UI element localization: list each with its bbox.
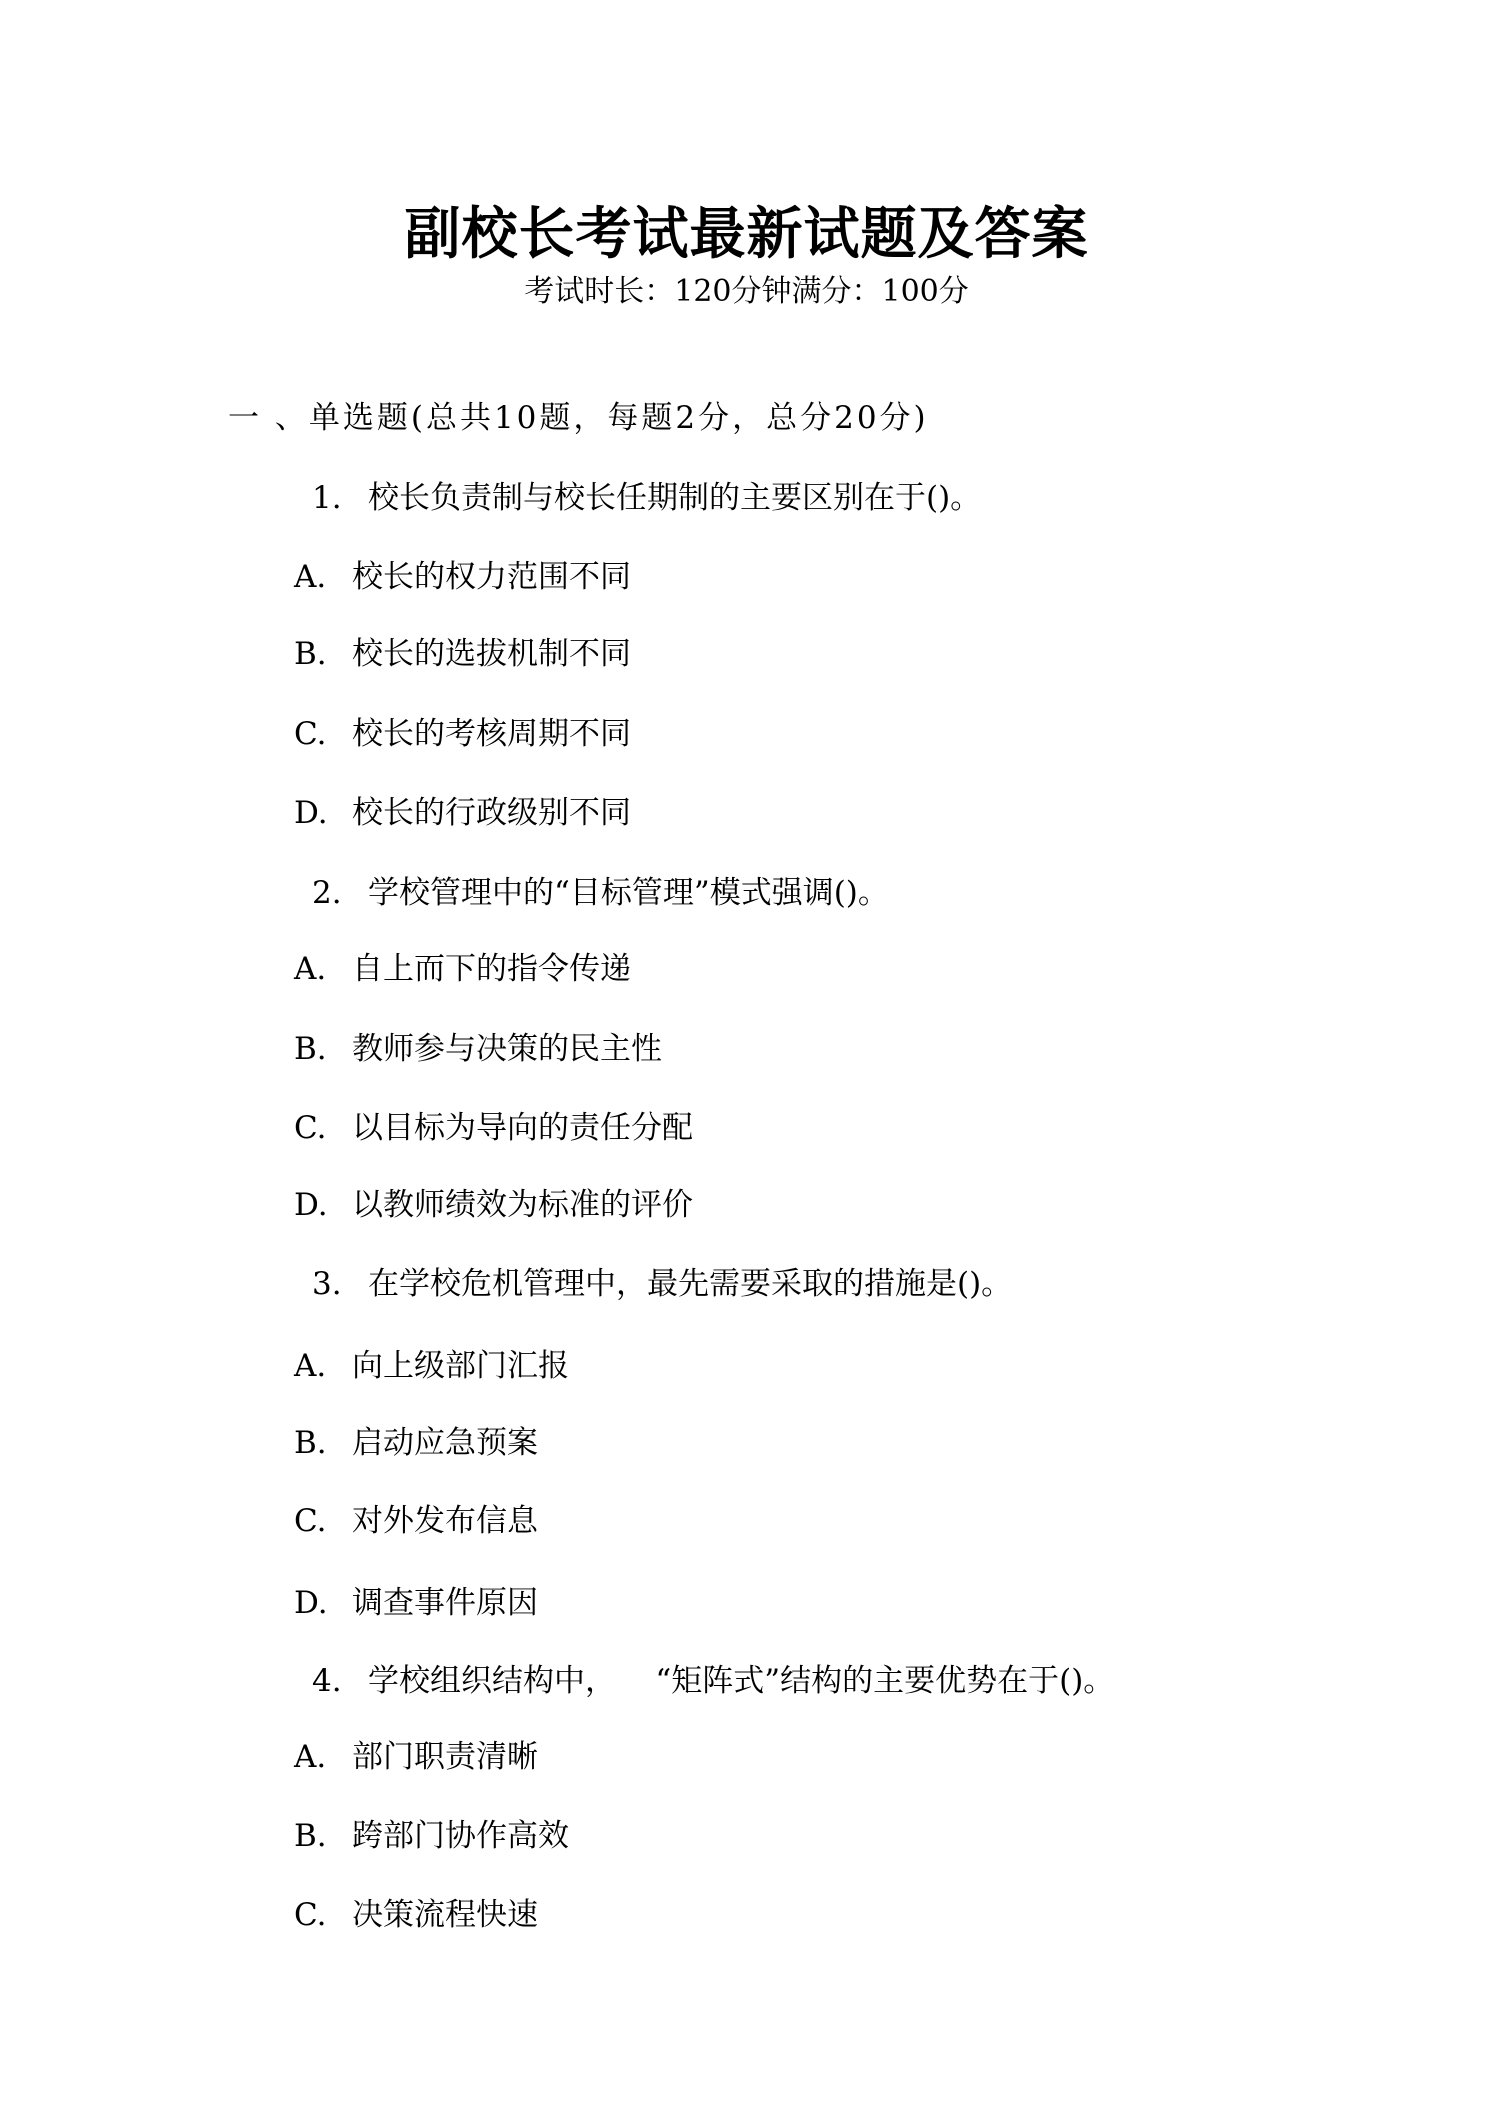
option-text: 启动应急预案 (352, 1425, 538, 1461)
option (294, 1737, 538, 1777)
option-label: C. (294, 1503, 327, 1539)
option-label: A. (294, 1348, 327, 1384)
option (294, 1346, 569, 1386)
option (294, 1501, 538, 1541)
question-text: 校长负责制与校长任期制的主要区别在于()。 (368, 480, 982, 516)
option-text: 教师参与决策的民主性 (352, 1031, 662, 1067)
option-text: 校长的行政级别不同 (352, 795, 631, 831)
option-text: 决策流程快速 (352, 1897, 538, 1933)
option-text: 自上而下的指令传递 (352, 951, 631, 987)
question-1 (312, 478, 981, 518)
option-label: B. (294, 1031, 327, 1067)
option (294, 1108, 693, 1148)
question-number: 4. (312, 1663, 342, 1699)
question-text: 学校组织结构中， “矩阵式”结构的主要优势在于()。 (368, 1663, 1115, 1699)
option-label: C. (294, 716, 327, 752)
option-label: A. (294, 1739, 327, 1775)
option-label: B. (294, 1818, 327, 1854)
option-text: 校长的考核周期不同 (352, 716, 631, 752)
question-3 (312, 1264, 1012, 1304)
exam-info: 考试时长：120分钟满分：100分 (524, 274, 969, 309)
option-label: D. (294, 1585, 328, 1621)
option (294, 557, 631, 597)
question-text: 在学校危机管理中，最先需要采取的措施是()。 (368, 1266, 1013, 1302)
option (294, 1816, 569, 1856)
question-2 (312, 873, 889, 913)
question-text: 学校管理中的“目标管理”模式强调()。 (368, 875, 889, 911)
option (294, 1185, 693, 1225)
option-label: A. (294, 559, 327, 595)
option-text: 以目标为导向的责任分配 (352, 1110, 693, 1146)
document-title: 副校长考试最新试题及答案 (404, 202, 1089, 267)
option-label: D. (294, 795, 328, 831)
option-text: 跨部门协作高效 (352, 1818, 569, 1854)
option (294, 1423, 538, 1463)
question-number: 1. (312, 480, 342, 516)
option-label: D. (294, 1187, 328, 1223)
option (294, 714, 631, 754)
option-text: 校长的权力范围不同 (352, 559, 631, 595)
option-text: 部门职责清晰 (352, 1739, 538, 1775)
option (294, 634, 631, 674)
option (294, 1895, 538, 1935)
option-label: C. (294, 1897, 327, 1933)
option (294, 1029, 662, 1069)
question-number: 3. (312, 1266, 342, 1302)
option-text: 向上级部门汇报 (352, 1348, 569, 1384)
option (294, 1583, 538, 1623)
option-label: A. (294, 951, 327, 987)
option-text: 对外发布信息 (352, 1503, 538, 1539)
option (294, 949, 631, 989)
question-4 (312, 1661, 1114, 1701)
option-label: C. (294, 1110, 327, 1146)
question-number: 2. (312, 875, 342, 911)
option-label: B. (294, 1425, 327, 1461)
option (294, 793, 631, 833)
option-label: B. (294, 636, 327, 672)
option-text: 以教师绩效为标准的评价 (352, 1187, 693, 1223)
option-text: 校长的选拔机制不同 (352, 636, 631, 672)
section-heading: 一 、单选题(总共10题，每题2分，总分20分) (228, 400, 929, 436)
option-text: 调查事件原因 (352, 1585, 538, 1621)
